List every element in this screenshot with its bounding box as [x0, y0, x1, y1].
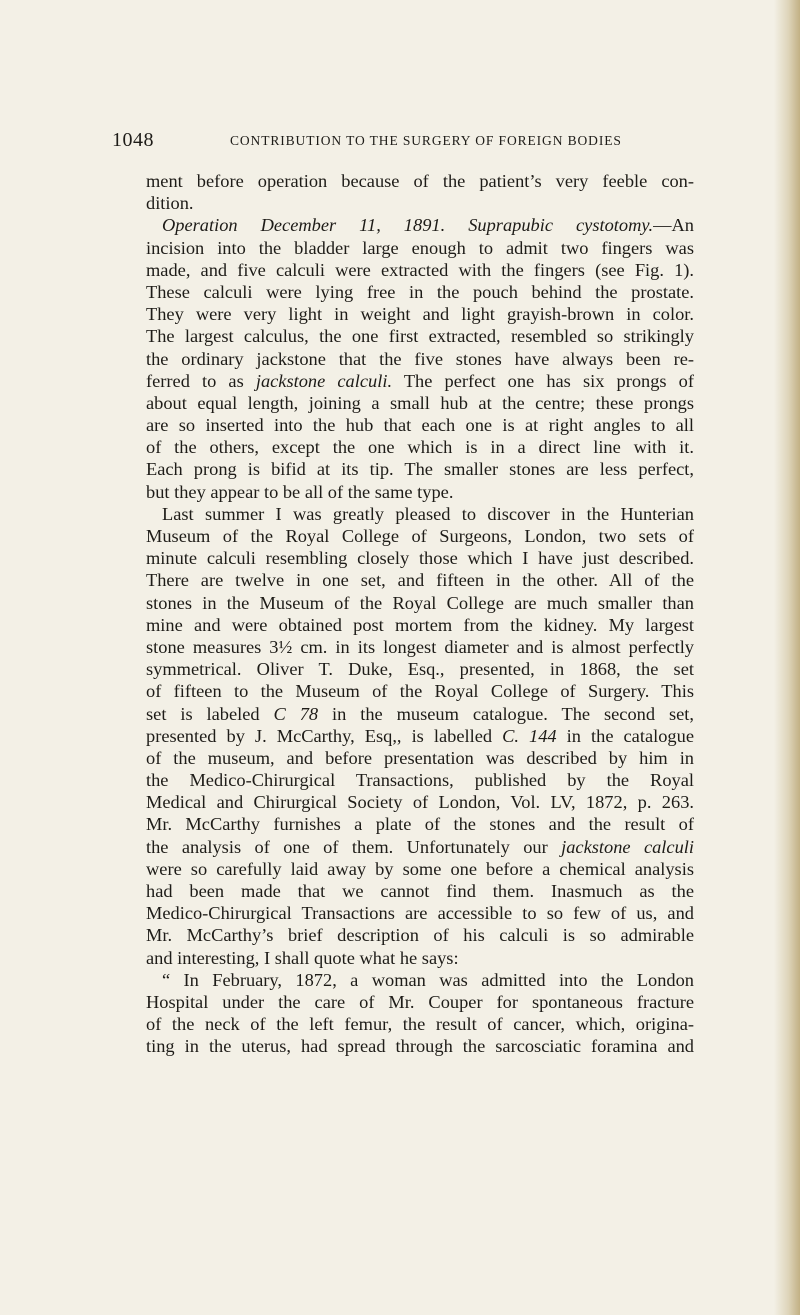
text-span: presented by J. McCarthy, Esq,, is labelled: [146, 725, 503, 746]
text-span: the Medico-Chirurgical Transactions, published by the Royal: [146, 770, 694, 791]
text-span: Mr. McCarthy furnishes a plate of the stones and the result of: [146, 814, 694, 835]
text-line: [146, 858, 694, 880]
text-line: [146, 969, 694, 991]
text-span: Museum of the Royal College of Surgeons, London, two sets of: [146, 526, 694, 546]
text-span: ting in the uterus, had spread through the sarcosciatic foramina and: [146, 1036, 694, 1057]
text-line: [146, 547, 694, 569]
text-span: The perfect one has six prongs of: [392, 370, 694, 391]
text-span: of the neck of the left femur, the result of cancer, which, origina-: [146, 1014, 694, 1035]
text-line: [146, 703, 694, 725]
text-span: Last summer I was greatly pleased to discover in the Hunterian: [162, 503, 694, 524]
text-line: [146, 436, 694, 458]
text-span: in the catalogue: [556, 725, 694, 746]
text-span: ferred to as: [146, 370, 256, 391]
text-span: Each prong is bifid at its tip. The smaller stones are less perfect,: [146, 459, 694, 480]
text-span: are so inserted into the hub that each one is at right angles to all: [146, 415, 694, 436]
text-span: the analysis of one of them. Unfortunately our: [146, 836, 562, 857]
text-line: [146, 902, 694, 924]
text-span: —An: [653, 215, 694, 236]
text-line: [146, 414, 694, 436]
text-span: They were very light in weight and light grayish-brown in color.: [146, 304, 694, 325]
text-line: [146, 947, 694, 969]
page-edge-shadow: [774, 0, 800, 1315]
text-line: [146, 680, 694, 702]
text-line: [146, 747, 694, 769]
italic-text: C 78: [273, 703, 319, 724]
text-line: [146, 458, 694, 480]
text-line: [146, 813, 694, 835]
text-span: symmetrical. Oliver T. Duke, Esq., presented, in 1868, the set: [146, 659, 694, 680]
text-line: [146, 658, 694, 680]
text-line: [146, 924, 694, 946]
text-span: were so carefully laid away by some one before a chemical analysis: [146, 858, 694, 879]
text-span: mine and were obtained post mortem from the kidney. My largest: [146, 614, 694, 635]
text-line: [146, 348, 694, 370]
text-line: [146, 370, 694, 392]
text-span: Medico-Chirurgical Transactions are accessible to so few of us, and: [146, 903, 694, 924]
text-line: [146, 325, 694, 347]
text-span: incision into the bladder large enough to admit two fingers was: [146, 237, 694, 258]
text-line: [146, 769, 694, 791]
text-span: of the museum, and before presentation was described by him in: [146, 747, 694, 768]
text-span: the ordinary jackstone that the five stones have always been re-: [146, 348, 694, 369]
text-line: [146, 481, 694, 503]
text-line: [146, 259, 694, 281]
running-title: CONTRIBUTION TO THE SURGERY OF FOREIGN BODIES: [230, 133, 622, 148]
text-span: had been made that we cannot find them. Inasmuch as the: [146, 881, 694, 901]
italic-text: C. 144: [502, 725, 557, 746]
text-span: “ In February, 1872, a woman was admitted into the London: [162, 969, 694, 990]
text-span: The largest calculus, the one first extracted, resembled so strikingly: [146, 326, 694, 347]
text-line: [146, 503, 694, 525]
text-span: of fifteen to the Museum of the Royal College of Surgery. This: [146, 681, 694, 702]
text-span: about equal length, joining a small hub at the centre; these prongs: [146, 392, 694, 413]
text-span: dition.: [146, 193, 194, 214]
italic-text: jackstone calculi: [561, 836, 694, 857]
text-line: [146, 636, 694, 658]
text-line: [146, 880, 694, 902]
text-span: of the others, except the one which is in a direct line with it.: [146, 437, 694, 458]
text-span: stone measures 3½ cm. in its longest diameter and is almost perfectly: [146, 636, 694, 657]
text-span: Mr. McCarthy’s brief description of his calculi is so admirable: [146, 925, 694, 946]
page-number: 1048: [112, 129, 154, 151]
text-span: These calculi were lying free in the pouch behind the prostate.: [146, 281, 694, 302]
text-line: [146, 192, 694, 214]
text-span: minute calculi resembling closely those which I have just described.: [146, 548, 694, 569]
text-line: [146, 791, 694, 813]
text-line: [146, 525, 694, 547]
text-line: [146, 614, 694, 636]
italic-text: Operation December 11, 1891. Suprapubic cystotomy.: [162, 215, 654, 236]
text-span: Hospital under the care of Mr. Couper for spontaneous fracture: [146, 991, 694, 1012]
text-line: [146, 991, 694, 1013]
text-line: [146, 569, 694, 591]
text-span: set is labeled: [146, 703, 274, 724]
text-line: [146, 303, 694, 325]
text-line: [146, 1013, 694, 1035]
text-span: but they appear to be all of the same type.: [146, 481, 454, 502]
text-line: [146, 392, 694, 414]
text-span: made, and five calculi were extracted with the fingers (see Fig. 1).: [146, 259, 694, 280]
text-span: There are twelve in one set, and fifteen in the other. All of the: [146, 570, 694, 591]
text-line: [146, 214, 694, 236]
text-span: in the museum catalogue. The second set,: [318, 703, 694, 724]
text-span: and interesting, I shall quote what he says:: [146, 947, 459, 968]
text-span: ment before operation because of the patient’s very feeble con-: [146, 171, 694, 191]
text-line: [146, 170, 694, 192]
text-line: [146, 592, 694, 614]
italic-text: jackstone calculi.: [255, 370, 393, 391]
text-line: [146, 725, 694, 747]
text-line: [146, 281, 694, 303]
text-line: [146, 237, 694, 259]
body-text: [146, 170, 694, 1058]
text-span: stones in the Museum of the Royal College are much smaller than: [146, 592, 694, 613]
running-head: [112, 129, 672, 155]
text-line: [146, 1035, 694, 1057]
text-line: [146, 836, 694, 858]
text-span: Medical and Chirurgical Society of London, Vol. LV, 1872, p. 263.: [146, 792, 694, 813]
